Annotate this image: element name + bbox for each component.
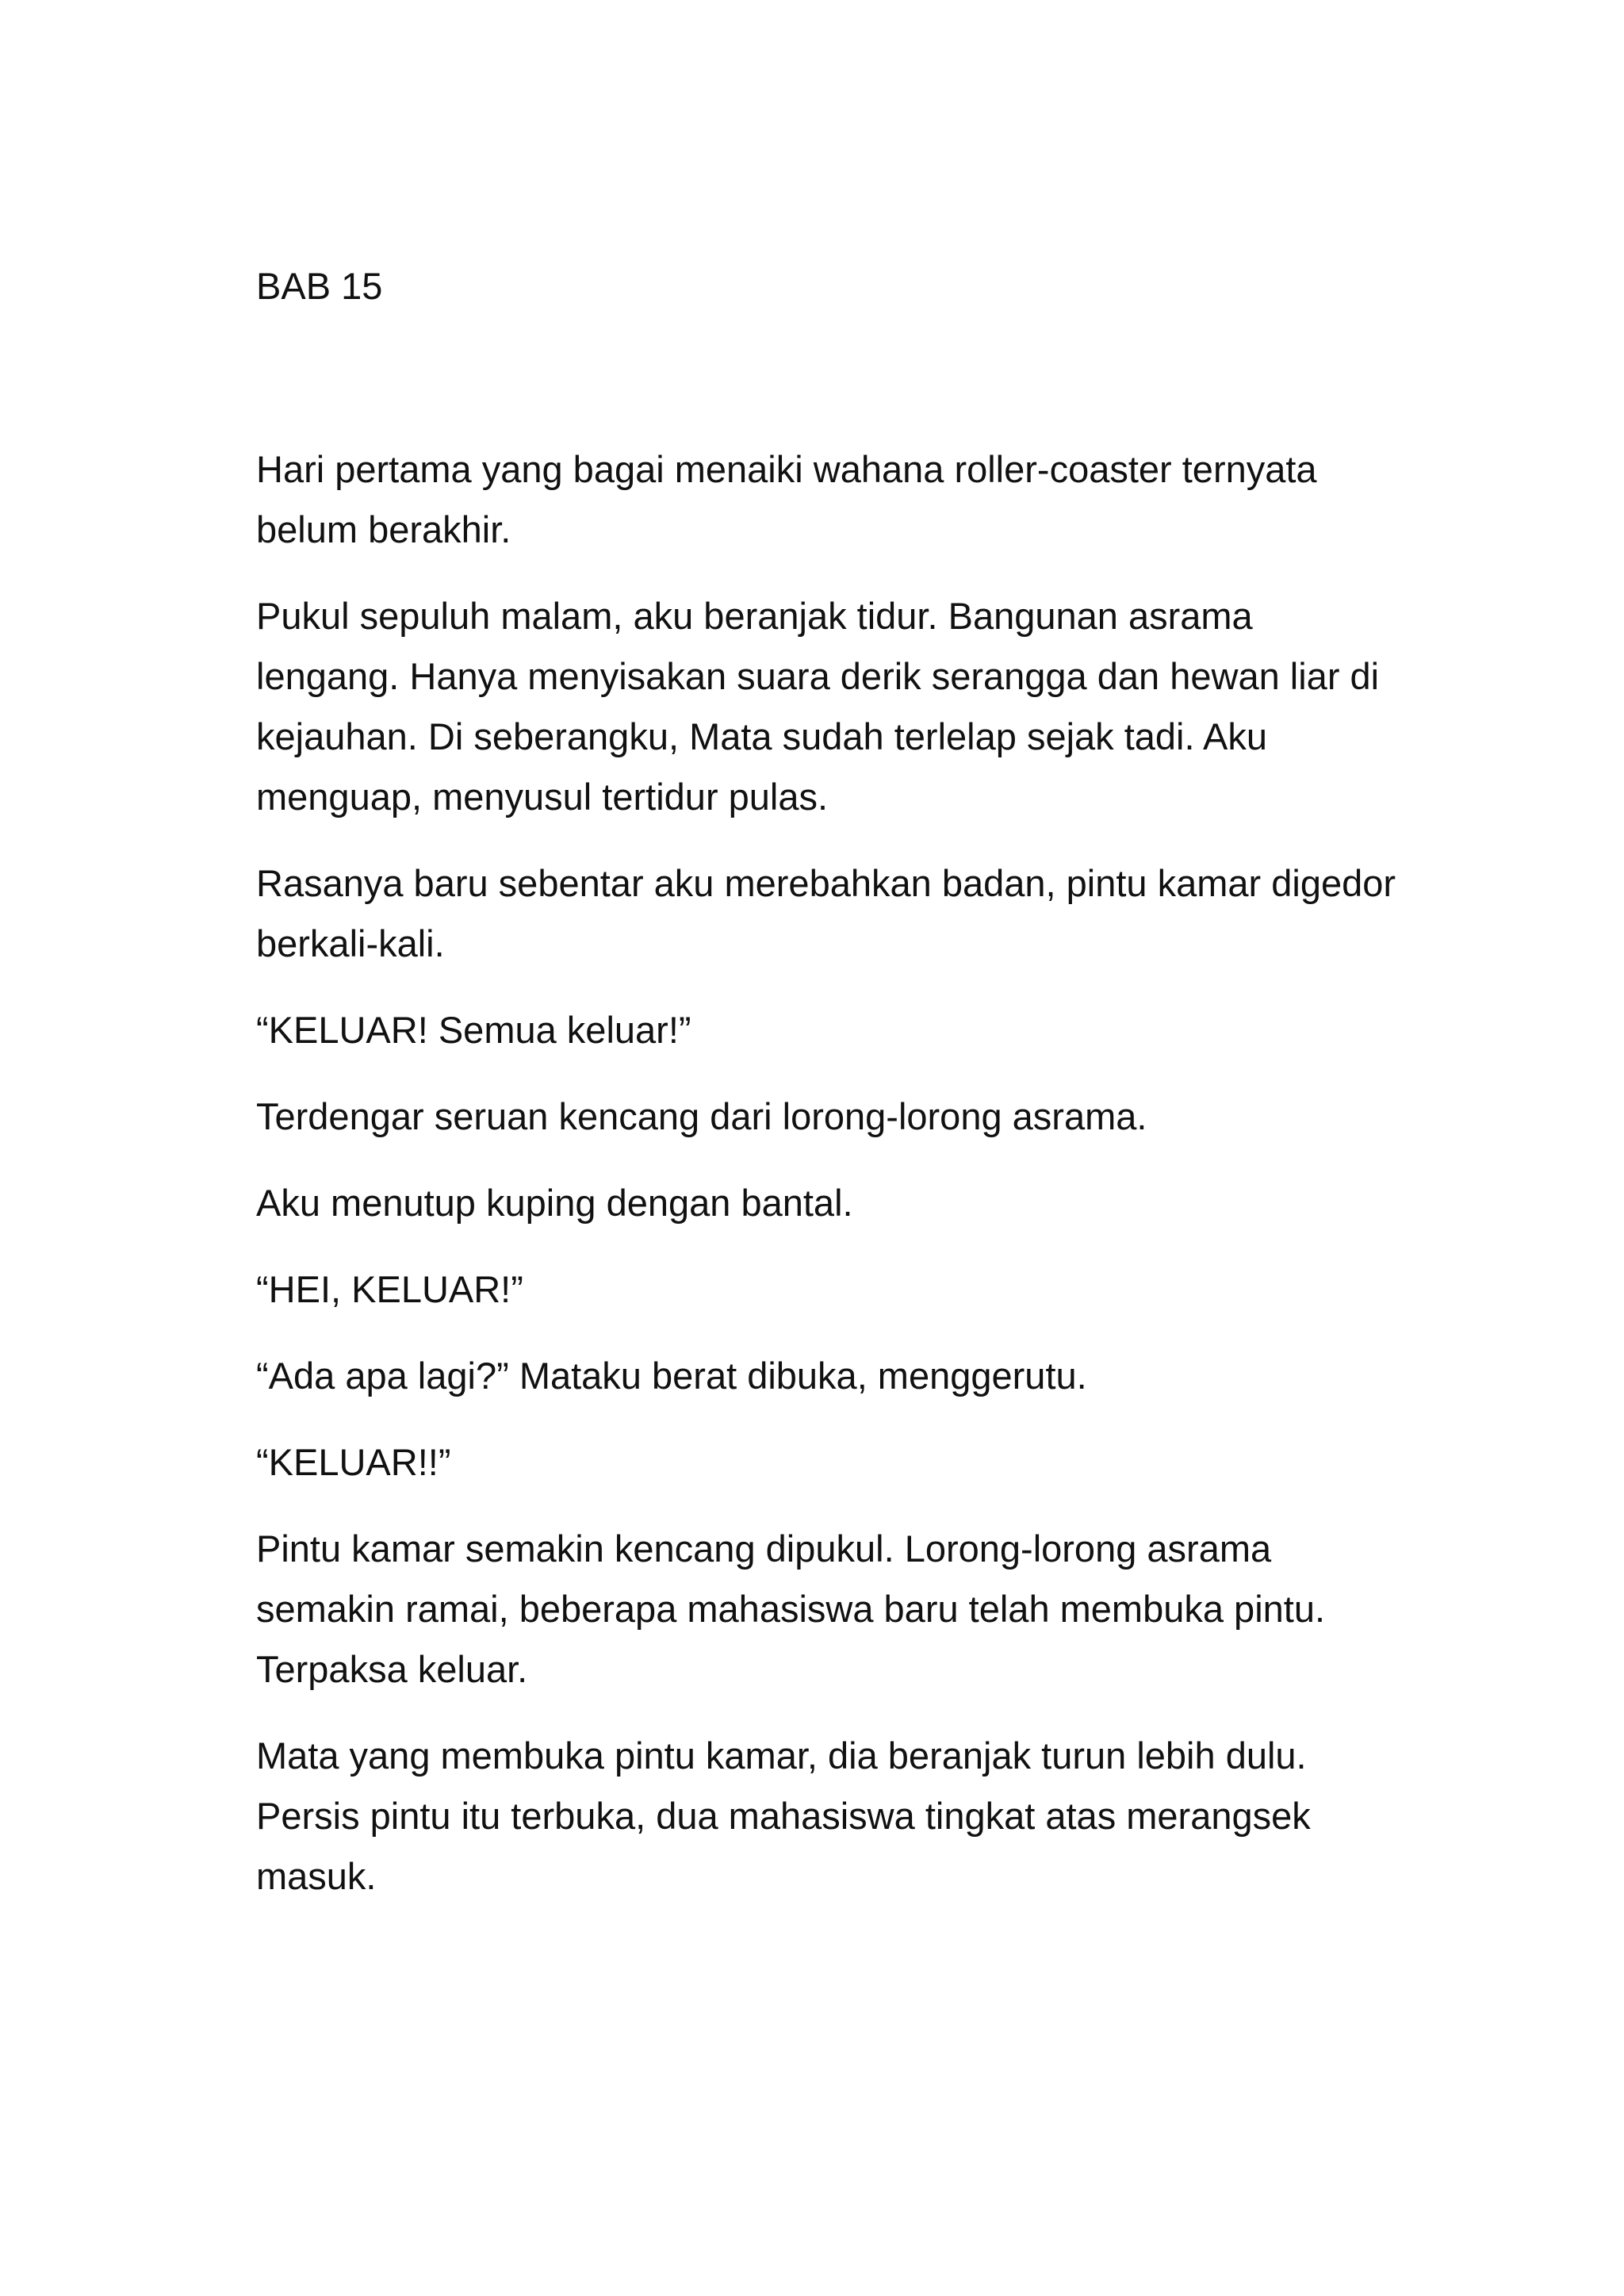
dialogue-line: “HEI, KELUAR!” xyxy=(256,1268,523,1310)
paragraph: Mata yang membuka pintu kamar, dia beranjak turun lebih dulu. Persis pintu itu terbuka, dua mahasiswa tingkat atas merangsek masuk. xyxy=(256,1734,1311,1897)
paragraph: Rasanya baru sebentar aku merebahkan badan, pintu kamar digedor berkali-kali. xyxy=(256,862,1396,964)
dialogue-line: “KELUAR!!” xyxy=(256,1441,451,1483)
dialogue-line: “KELUAR! Semua keluar!” xyxy=(256,1009,691,1051)
dialogue-line: “Ada apa lagi?” Mataku berat dibuka, menggerutu. xyxy=(256,1355,1087,1397)
paragraph: Pintu kamar semakin kencang dipukul. Lorong-lorong asrama semakin ramai, beberapa mahasiswa baru telah membuka pintu. Terpaksa keluar. xyxy=(256,1527,1326,1690)
page-content xyxy=(256,256,1406,1907)
paragraph: Terdengar seruan kencang dari lorong-lorong asrama. xyxy=(256,1095,1147,1137)
paragraph: Pukul sepuluh malam, aku beranjak tidur. Bangunan asrama lengang. Hanya menyisakan suara derik serangga dan hewan liar di kejauhan. Di seberangku, Mata sudah terlelap sejak tadi. Aku menguap, menyusul tertidur pulas. xyxy=(256,595,1380,818)
paragraph: Hari pertama yang bagai menaiki wahana roller-coaster ternyata belum berakhir. xyxy=(256,448,1317,550)
paragraph: Aku menutup kuping dengan bantal. xyxy=(256,1182,853,1224)
chapter-title: BAB 15 xyxy=(256,265,383,307)
